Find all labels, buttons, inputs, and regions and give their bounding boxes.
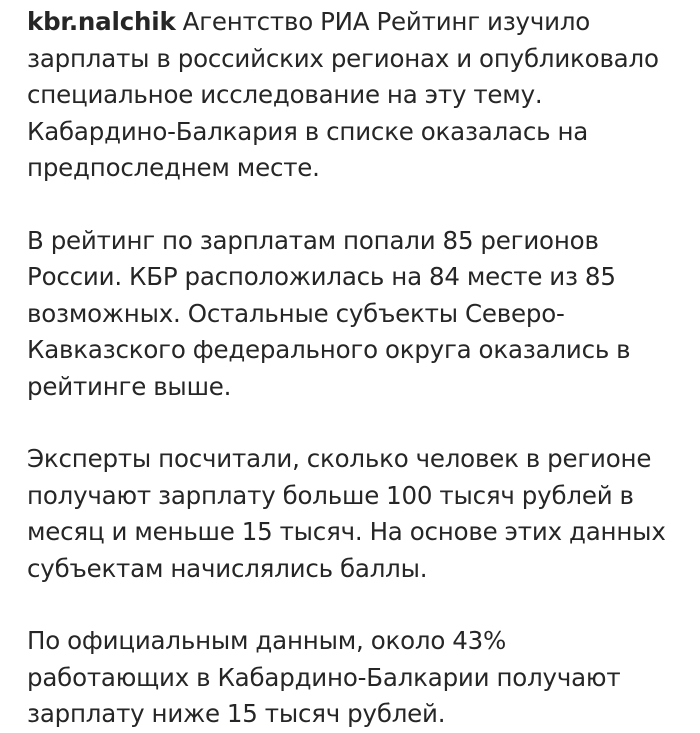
caption-line: получают зарплату больше 100 тысяч рублей в [27,480,634,510]
caption-paragraph-2 [27,223,680,406]
caption-line: предпоследнем месте. [27,153,320,182]
caption-line: возможных. Остальные субъекты Северо- [27,298,565,328]
caption-line: Эксперты посчитали, сколько человек в регионе [27,444,652,473]
caption-line: Кавказского федерального округа оказались в [27,335,631,364]
caption-line: рейтинге выше. [27,371,232,401]
caption-line [27,4,680,41]
caption-line: зарплаты в российских регионах и опубликовало [27,43,659,73]
caption-paragraph-1 [27,4,680,187]
caption-line: России. КБР расположилась на 84 месте из 85 [27,262,616,291]
caption-line: месяц и меньше 15 тысяч. На основе этих данных [27,517,666,546]
caption-line: зарплату ниже 15 тысяч рублей. [27,699,446,728]
caption-line: субъектам начислялись баллы. [27,553,428,583]
caption-paragraph-4 [27,623,680,733]
caption-line: специальное исследование на эту тему. [27,80,543,109]
caption-line: работающих в Кабардино-Балкарии получают [27,662,621,692]
caption-paragraph-3 [27,441,680,587]
author-username-link[interactable]: kbr.nalchik [27,7,176,36]
caption-line: В рейтинг по зарплатам попали 85 регионов [27,225,599,255]
caption-text: Агентство РИА Рейтинг изучило [175,7,591,36]
caption-line: Кабардино-Балкария в списке оказалась на [27,116,589,146]
caption-line: По официальным данным, около 43% [27,626,507,655]
